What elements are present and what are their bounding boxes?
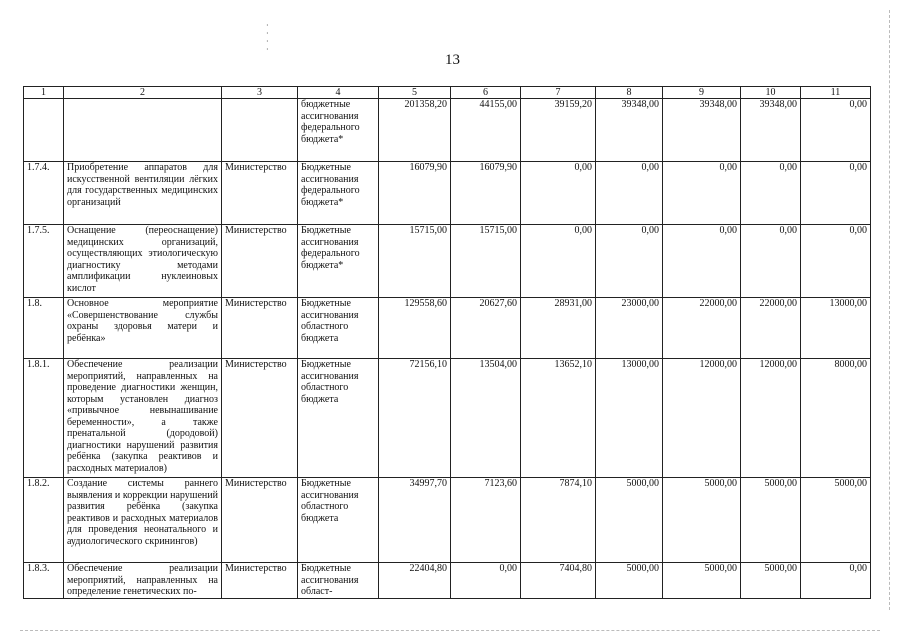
row-value: 0,00 bbox=[801, 563, 871, 599]
row-value: 39159,20 bbox=[521, 99, 596, 162]
row-value: 22000,00 bbox=[663, 298, 741, 359]
row-number: 1.8.2. bbox=[24, 478, 64, 563]
row-value: 0,00 bbox=[521, 162, 596, 225]
row-value: 72156,10 bbox=[379, 359, 451, 478]
row-value: 5000,00 bbox=[663, 563, 741, 599]
row-value: 0,00 bbox=[663, 162, 741, 225]
row-value: 5000,00 bbox=[663, 478, 741, 563]
row-number bbox=[24, 99, 64, 162]
row-funding-source: Бюджетные ассигнования областного бюджета bbox=[298, 298, 379, 359]
row-value: 34997,70 bbox=[379, 478, 451, 563]
row-description: Обеспечение реализации мероприятий, направленных на проведение диагностики женщин, которым установлен диагноз «привычное невынашивание беременности», а также пренатальной (дородовой) диагностики нарушений развития ребёнка (закупка реактивов и расходных материалов) bbox=[64, 359, 222, 478]
column-header: 9 bbox=[663, 87, 741, 99]
column-header: 5 bbox=[379, 87, 451, 99]
table-row bbox=[24, 478, 871, 563]
row-value: 0,00 bbox=[741, 225, 801, 298]
row-description: Приобретение аппаратов для искусственной вентиляции лёгких для государственных медицинских организаций bbox=[64, 162, 222, 225]
row-value: 12000,00 bbox=[741, 359, 801, 478]
page-number: 13 bbox=[445, 52, 460, 68]
table-row bbox=[24, 99, 871, 162]
row-responsible: Министерство bbox=[222, 563, 298, 599]
column-header: 11 bbox=[801, 87, 871, 99]
row-value: 129558,60 bbox=[379, 298, 451, 359]
row-value: 7404,80 bbox=[521, 563, 596, 599]
row-value: 0,00 bbox=[451, 563, 521, 599]
row-number: 1.8.1. bbox=[24, 359, 64, 478]
row-number: 1.7.5. bbox=[24, 225, 64, 298]
row-value: 5000,00 bbox=[596, 478, 663, 563]
row-value: 20627,60 bbox=[451, 298, 521, 359]
row-funding-source: Бюджетные ассигнования областного бюджета bbox=[298, 359, 379, 478]
scan-artifact-bottom bbox=[20, 630, 880, 631]
table-row bbox=[24, 225, 871, 298]
row-value: 39348,00 bbox=[663, 99, 741, 162]
row-number: 1.7.4. bbox=[24, 162, 64, 225]
row-value: 15715,00 bbox=[379, 225, 451, 298]
table-row bbox=[24, 359, 871, 478]
table-header-row bbox=[24, 87, 871, 99]
column-header: 1 bbox=[24, 87, 64, 99]
column-header: 3 bbox=[222, 87, 298, 99]
row-number: 1.8.3. bbox=[24, 563, 64, 599]
row-responsible bbox=[222, 99, 298, 162]
row-responsible: Министерство bbox=[222, 225, 298, 298]
row-value: 5000,00 bbox=[741, 478, 801, 563]
row-value: 12000,00 bbox=[663, 359, 741, 478]
row-number: 1.8. bbox=[24, 298, 64, 359]
budget-table bbox=[23, 86, 871, 599]
row-value: 0,00 bbox=[663, 225, 741, 298]
row-value: 0,00 bbox=[596, 225, 663, 298]
row-value: 0,00 bbox=[741, 162, 801, 225]
row-value: 5000,00 bbox=[741, 563, 801, 599]
column-header: 6 bbox=[451, 87, 521, 99]
row-value: 44155,00 bbox=[451, 99, 521, 162]
row-description: Создание системы раннего выявления и коррекции нарушений развития ребёнка (закупка реактивов и расходных материалов для проведения неонатального и аудиологического скринингов) bbox=[64, 478, 222, 563]
row-value: 13000,00 bbox=[801, 298, 871, 359]
row-value: 8000,00 bbox=[801, 359, 871, 478]
margin-marks: · · · · bbox=[266, 21, 269, 54]
row-value: 23000,00 bbox=[596, 298, 663, 359]
table-row bbox=[24, 298, 871, 359]
row-value: 0,00 bbox=[801, 162, 871, 225]
row-value: 39348,00 bbox=[596, 99, 663, 162]
row-responsible: Министерство bbox=[222, 359, 298, 478]
row-value: 0,00 bbox=[801, 225, 871, 298]
row-value: 15715,00 bbox=[451, 225, 521, 298]
row-value: 22404,80 bbox=[379, 563, 451, 599]
row-value: 5000,00 bbox=[596, 563, 663, 599]
row-funding-source: Бюджетные ассигнования област- bbox=[298, 563, 379, 599]
row-value: 13000,00 bbox=[596, 359, 663, 478]
column-header: 10 bbox=[741, 87, 801, 99]
row-value: 0,00 bbox=[596, 162, 663, 225]
row-value: 201358,20 bbox=[379, 99, 451, 162]
row-description: Оснащение (переоснащение) медицинских организаций, осуществляющих этиологическую диагностику методами амплификации нуклеиновых кислот bbox=[64, 225, 222, 298]
row-value: 13504,00 bbox=[451, 359, 521, 478]
table-row bbox=[24, 563, 871, 599]
row-description: Обеспечение реализации мероприятий, направленных на определение генетических по- bbox=[64, 563, 222, 599]
row-funding-source: Бюджетные ассигнования областного бюджета bbox=[298, 478, 379, 563]
column-header: 8 bbox=[596, 87, 663, 99]
column-header: 4 bbox=[298, 87, 379, 99]
row-value: 39348,00 bbox=[741, 99, 801, 162]
row-funding-source: Бюджетные ассигнования федерального бюджета* bbox=[298, 225, 379, 298]
column-header: 2 bbox=[64, 87, 222, 99]
row-value: 0,00 bbox=[801, 99, 871, 162]
row-value: 0,00 bbox=[521, 225, 596, 298]
row-value: 7874,10 bbox=[521, 478, 596, 563]
row-value: 16079,90 bbox=[379, 162, 451, 225]
table-row bbox=[24, 162, 871, 225]
row-funding-source: бюджетные ассигнования федерального бюджета* bbox=[298, 99, 379, 162]
row-value: 5000,00 bbox=[801, 478, 871, 563]
row-value: 13652,10 bbox=[521, 359, 596, 478]
row-responsible: Министерство bbox=[222, 162, 298, 225]
row-responsible: Министерство bbox=[222, 478, 298, 563]
row-description: Основное мероприятие «Совершенствование службы охраны здоровья матери и ребёнка» bbox=[64, 298, 222, 359]
row-value: 7123,60 bbox=[451, 478, 521, 563]
row-value: 16079,90 bbox=[451, 162, 521, 225]
row-funding-source: Бюджетные ассигнования федерального бюджета* bbox=[298, 162, 379, 225]
row-description bbox=[64, 99, 222, 162]
scan-artifact-right bbox=[889, 10, 890, 610]
row-value: 22000,00 bbox=[741, 298, 801, 359]
row-value: 28931,00 bbox=[521, 298, 596, 359]
column-header: 7 bbox=[521, 87, 596, 99]
row-responsible: Министерство bbox=[222, 298, 298, 359]
